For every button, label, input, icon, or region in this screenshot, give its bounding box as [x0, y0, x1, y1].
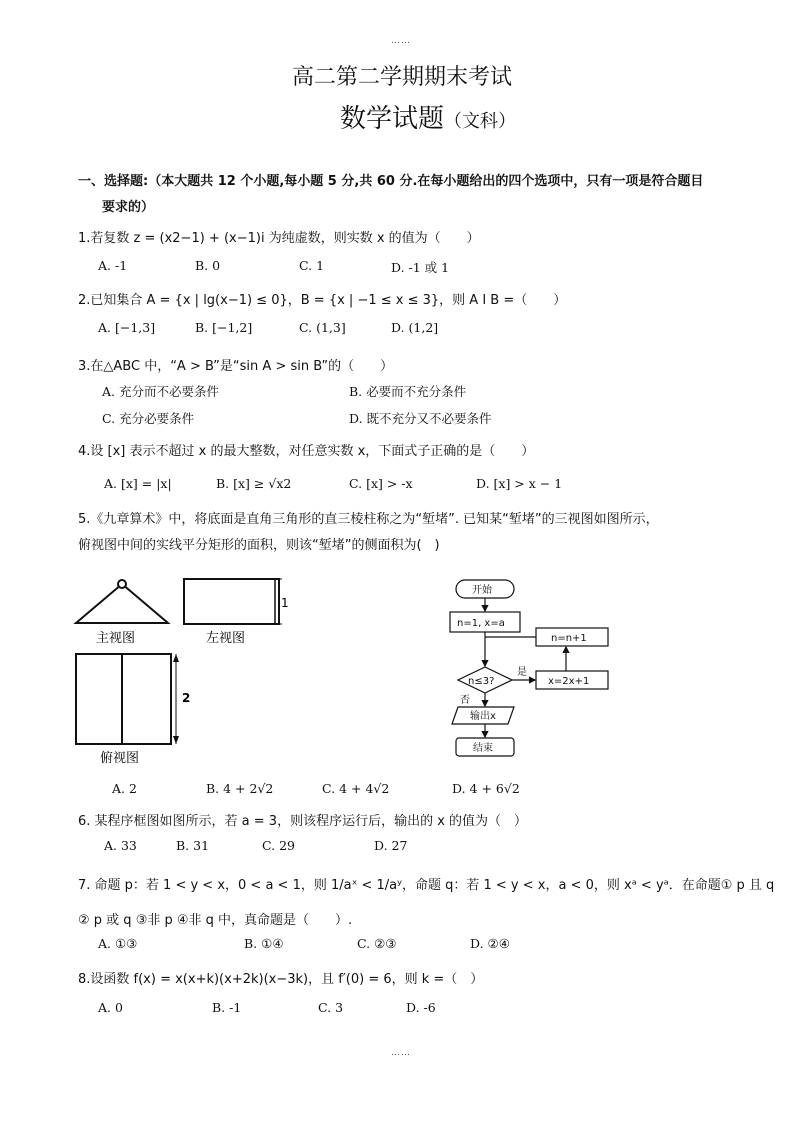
q5-option-c: C. 4 + 4√2 — [322, 781, 390, 796]
q8-option-a: A. 0 — [98, 1000, 123, 1015]
q8-option-c: C. 3 — [318, 1000, 344, 1015]
front-view-label: 主视图 — [96, 631, 136, 646]
q5-option-d: D. 4 + 6√2 — [452, 781, 520, 796]
q3-stem: 3.在△ABC 中，“A > B”是“sin A > sin B”的（ ） — [78, 359, 394, 374]
q6-option-c: C. 29 — [262, 838, 295, 853]
bottom-dots: …… — [391, 1048, 411, 1058]
update-n-label: n=n+1 — [551, 633, 587, 644]
q6-option-d: D. 27 — [374, 838, 408, 853]
condition-label: n≤3? — [468, 676, 495, 687]
three-view-figure — [70, 570, 300, 770]
q5-option-b: B. 4 + 2√2 — [206, 781, 274, 796]
q2-stem: 2.已知集合 A = {x | lg(x−1) ≤ 0}，B = {x | −1 ≤ x ≤ 3}，则 A I B =（ ） — [78, 293, 567, 308]
q4-option-c: C. [x] > -x — [349, 476, 413, 491]
q6-option-a: A. 33 — [104, 838, 137, 853]
q8-option-d: D. -6 — [406, 1000, 436, 1015]
side-view-label: 左视图 — [206, 631, 246, 646]
program-flowchart — [440, 572, 610, 767]
q2-option-b: B. [−1,2] — [195, 320, 253, 335]
q7-option-b: B. ①④ — [244, 936, 284, 951]
q7-stem-line1: 7. 命题 p：若 1 < y < x，0 < a < 1，则 1/aˣ < 1/aʸ，命题 q：若 1 < y < x，a < 0，则 xᵃ < yᵃ．在命题① p 且 q — [78, 878, 775, 893]
q7-option-d: D. ②④ — [470, 936, 510, 951]
no-label: 否 — [460, 695, 470, 706]
q6-stem: 6. 某程序框图如图所示，若 a = 3，则该程序运行后，输出的 x 的值为（ ） — [78, 814, 528, 829]
q8-stem: 8.设函数 f(x) = x(x+k)(x+2k)(x−3k)，且 f′(0) = 6，则 k =（ ） — [78, 972, 484, 987]
top-view-dim: 2 — [182, 691, 191, 705]
q8-option-b: B. -1 — [212, 1000, 242, 1015]
yes-label: 是 — [517, 667, 527, 678]
top-dots: …… — [391, 36, 411, 46]
q4-stem: 4.设 [x] 表示不超过 x 的最大整数，对任意实数 x，下面式子正确的是（ ） — [78, 444, 535, 459]
exam-subtitle — [340, 98, 516, 135]
assign-label: x=2x+1 — [548, 676, 590, 687]
q5-stem-line2: 俯视图中间的实线平分矩形的面积，则该“堑堵”的侧面积为( ) — [78, 538, 440, 553]
exam-title: 高二第二学期期末考试 — [292, 65, 513, 90]
q7-option-c: C. ②③ — [357, 936, 397, 951]
q3-option-a: A. 充分而不必要条件 — [102, 384, 219, 399]
q7-stem-line2: ② p 或 q ③非 p ④非 q 中，真命题是（ ）. — [78, 913, 353, 928]
top-view — [76, 654, 179, 744]
q2-option-c: C. (1,3] — [299, 320, 346, 335]
q2-option-a: A. [−1,3] — [98, 320, 156, 335]
end-label: 结束 — [473, 743, 493, 754]
q5-stem-line1: 5.《九章算术》中，将底面是直角三角形的直三棱柱称之为“堑堵”. 已知某“堑堵”的三视图如图所示， — [78, 512, 659, 527]
q1-option-c: C. 1 — [299, 258, 325, 273]
side-view-dim: 1 — [281, 596, 289, 610]
q3-option-b: B. 必要而不充分条件 — [349, 384, 467, 399]
top-view-label: 俯视图 — [100, 751, 140, 766]
q1-option-a: A. -1 — [98, 258, 128, 273]
subject-note: （文科） — [444, 111, 517, 132]
side-view — [184, 579, 282, 624]
q1-option-b: B. 0 — [195, 258, 221, 273]
section-header-line1: 一、选择题:（本大题共 12 个小题,每小题 5 分,共 60 分.在每小题给出的四个选项中，只有一项是符合题目 — [78, 174, 704, 189]
section-header-line2: 要求的） — [102, 200, 155, 215]
q2-option-d: D. (1,2] — [391, 320, 439, 335]
q3-option-d: D. 既不充分又不必要条件 — [349, 411, 492, 426]
output-label: 输出x — [470, 711, 496, 722]
front-view — [76, 580, 168, 623]
start-label: 开始 — [472, 585, 492, 596]
q1-stem: 1.若复数 z = (x2−1) + (x−1)i 为纯虚数，则实数 x 的值为（ ） — [78, 231, 480, 246]
subject-title: 数学试题 — [340, 104, 445, 134]
init-label: n=1, x=a — [457, 618, 505, 629]
q7-option-a: A. ①③ — [98, 936, 138, 951]
q5-option-a: A. 2 — [112, 781, 137, 796]
q3-option-c: C. 充分必要条件 — [102, 411, 195, 426]
q4-option-d: D. [x] > x − 1 — [476, 476, 563, 491]
q4-option-a: A. [x] = |x| — [104, 476, 172, 491]
q1-option-d: D. -1 或 1 — [391, 260, 450, 275]
q4-option-b: B. [x] ≥ √x2 — [216, 476, 292, 491]
q6-option-b: B. 31 — [176, 838, 210, 853]
